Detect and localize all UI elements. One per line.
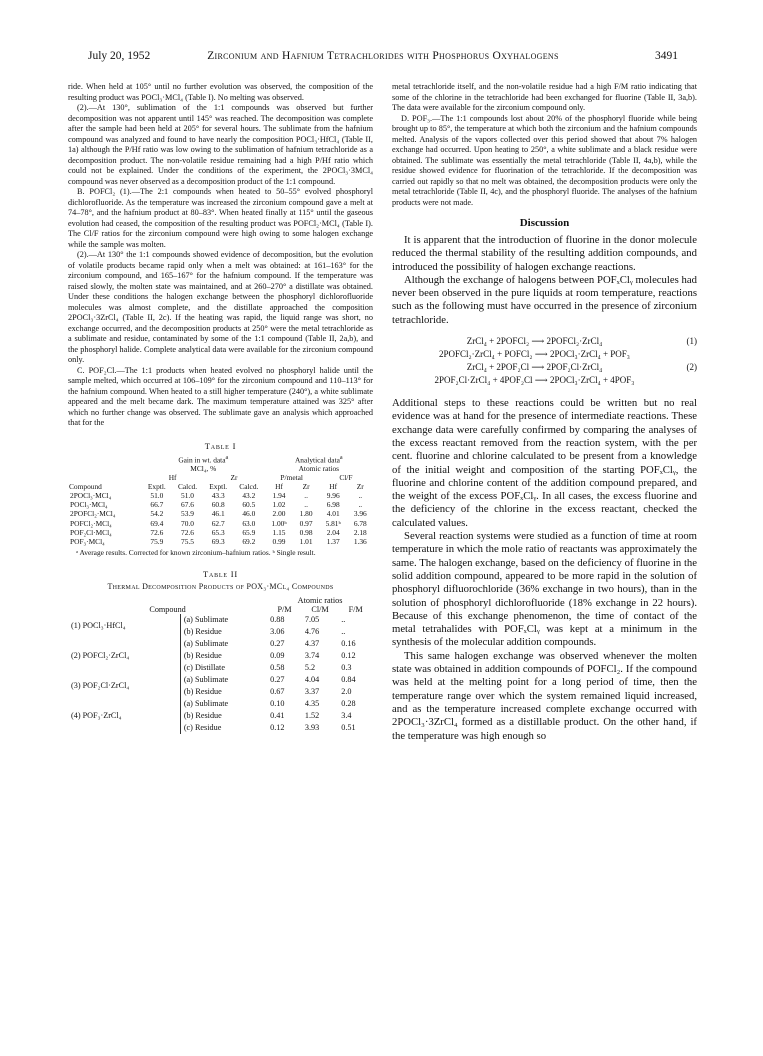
paragraph: B. POFCl₂ (1).—The 2:1 compounds when heated to 50–55° evolved phosphoryl dichlorofluoride. As the temperature was increased the zirconium compound gave a melt at 74–78°, and the hafnium product at 80–83°. When heated finally at 115° until the gaseous evolution had ceased, the composition of the resulting product was POFCl₂·MCl₄ (Table I). The Cl/F ratios for the zirconium compound were high owing to some halogen exchange while the sample was molten. xyxy=(68,187,373,249)
table2-value-cell: 5.2 xyxy=(304,663,316,673)
discussion-text xyxy=(392,234,697,327)
table1-value-cell: 6.98 xyxy=(326,500,340,510)
table2-value-cell: 0.12 xyxy=(341,651,356,661)
table1-value-cell: .. xyxy=(358,500,363,510)
table1-value-cell: 9.96 xyxy=(326,490,340,500)
table1-value-cell: 65.3 xyxy=(211,527,225,537)
table1-value-cell: 2.18 xyxy=(353,527,367,537)
table1-value-cell: 1.02 xyxy=(272,500,286,510)
table1-compound-cell: 2POFCl₂·MCl₄ xyxy=(70,509,116,519)
table1-value-cell: 1.00ᵇ xyxy=(271,518,287,528)
table2-value-cell: 0.67 xyxy=(270,687,285,697)
table2-title: Table II xyxy=(202,569,239,580)
table1-value-cell: 67.6 xyxy=(181,500,194,510)
table1-value-cell: 1.94 xyxy=(272,490,286,500)
equations xyxy=(392,335,697,387)
header-date: July 20, 1952 xyxy=(88,50,151,62)
table1-value-cell: 1.37 xyxy=(326,536,340,546)
table1-value-cell: 0.97 xyxy=(299,518,313,528)
table1-subheader: Exptl. xyxy=(147,481,166,491)
table2-caption: Thermal Decomposition Products of POX₃·MCl₄ Compounds xyxy=(107,582,334,592)
table1-value-cell: 60.8 xyxy=(211,500,225,510)
left-text xyxy=(68,82,373,429)
table1-gain-header: Gain in wt. data$^a$ MCl₄, % xyxy=(178,454,229,473)
table1-compound-cell: POCl₃·MCl₄ xyxy=(70,500,108,510)
table1-value-cell: 65.9 xyxy=(242,527,256,537)
table2-product-label: (b) Residue xyxy=(183,627,222,637)
paragraph: C. POF₂Cl.—The 1:1 products when heated evolved no phosphoryl halide until the sample melted, which occurred at 106–109° for the zirconium compound and 110–113° for the hafnium compound. When heated to a still higher temperature (240°), a white sublimate appeared and the melt became dark. The maximum temperature attained was 325° after which no further change was observed. The sublimate gave an analysis which approached that for the xyxy=(68,365,373,427)
paragraph: (2).—At 130° the 1:1 compounds showed evidence of decomposition, but the evolution of volatile products became rapid only when a melt was obtained: at 161–163° for the zirconium compound, and 165–167° for the hafnium compound. If the temperature was raised slowly, the molten state was maintained, and at 260–270° a distillate was obtained. Under these conditions the halogen exchange between the phosphoryl dichlorofluoride molecules was almost complete, and the distillate approached the composition 2POCl₃·3ZrCl₄ (Table II, 2c). If the heating was rapid, the liquid range was short, no exchange occurred, and the decomposition products at 250° were the metal tetrachloride as a sublimate and residue, contaminated by some of the 1:1 compound (Table II, 2a,b), and the phosphoryl halide. Complete analytical data were available for the zirconium compound only. xyxy=(68,250,373,364)
table2-subheader: Cl/M xyxy=(311,605,329,615)
table2-product-label: (b) Residue xyxy=(183,687,222,697)
table1-subheader: Hf xyxy=(275,481,283,491)
header-title: Zirconium and Hafnium Tetrachlorides with Phosphorus Oxyhalogens xyxy=(207,50,559,62)
table1-value-cell: 63.0 xyxy=(242,518,256,528)
paragraph: It is apparent that the introduction of fluorine in the donor molecule reduced the thermal stability of the resulting addition compounds, and introduced the possibility of halogen exchange reactions. xyxy=(392,234,697,273)
table1-value-cell: 75.9 xyxy=(150,536,164,546)
table1-value-cell: 4.01 xyxy=(326,509,340,519)
left-column xyxy=(68,82,373,734)
table2-value-cell: 0.27 xyxy=(270,639,285,649)
table2-compound-cell: (4) POF₃·ZrCl₄ xyxy=(68,698,180,734)
table1-value-cell: .. xyxy=(304,490,308,500)
table2-value-cell: 4.35 xyxy=(304,699,320,709)
table2-subheader: F/M xyxy=(348,605,363,615)
table1-compound-cell: 2POCl₃·MCl₄ xyxy=(70,490,112,500)
table1-value-cell: .. xyxy=(304,500,308,510)
table1-value-cell: 51.0 xyxy=(181,490,194,500)
table2-value-cell: 7.05 xyxy=(304,615,320,625)
table-row xyxy=(68,491,373,500)
table2-value-cell: 2.0 xyxy=(341,687,352,697)
table2-product-label: (a) Sublimate xyxy=(183,615,229,625)
paragraph: Additional steps to these reactions could be written but no real evidence was at hand for the presence of intermediate reactions. These exchange data were carefully confirmed by comparing the analyses of the excess reactant removed from the reaction system, with the per cent. fluorine and chlorine calculated to be present from a knowledge of the initial weight and composition of the starting POFₓClᵧ, the fluorine and chlorine content of the addition compound prepared, and the weight of the excess POFₓClᵧ. In all cases, the excess fluorine and the deficiency of the chlorine in the excess reactant, checked the calculated values. xyxy=(392,397,697,529)
discussion-continued xyxy=(392,397,697,743)
equation: ZrCl₄ + 2POFCl₂ ⟶ 2POFCl₂·ZrCl₄ (1) xyxy=(466,336,697,347)
table2-value-cell: 3.93 xyxy=(304,723,320,733)
table1-value-cell: 2.00 xyxy=(272,509,286,519)
paragraph: Although the exchange of halogens between POFₓClᵧ molecules had never been observed in the pure liquids at room temperature, reactions such as the following must have occurred in the presence of zirconium tetrachloride. xyxy=(392,273,697,326)
table-row xyxy=(68,537,373,546)
table1-value-cell: 54.2 xyxy=(150,509,164,519)
table2-value-cell: 0.41 xyxy=(270,711,285,721)
table2-value-cell: 3.06 xyxy=(270,627,285,637)
table1-value-cell: 1.80 xyxy=(299,509,313,519)
right-column xyxy=(392,82,697,743)
table1-compound-header: Compound xyxy=(69,481,102,491)
table2-value-cell: 0.88 xyxy=(270,615,285,625)
table2-value-cell: 0.12 xyxy=(270,723,285,733)
table1-value-cell: 69.3 xyxy=(211,536,225,546)
table2-value-cell: 0.28 xyxy=(341,699,356,709)
table1-compound-cell: POF₂Cl·MCl₄ xyxy=(70,527,112,537)
table1-value-cell: 53.9 xyxy=(181,509,194,519)
table2-value-cell: 0.10 xyxy=(270,699,285,709)
table2-product-label: (b) Residue xyxy=(183,711,222,721)
table1-subheader: Exptl. xyxy=(209,481,228,491)
table2-value-cell: 0.27 xyxy=(270,675,285,685)
table-row xyxy=(68,638,373,650)
paragraph: Several reaction systems were studied as a function of time at room temperature in which the mole ratio of reactants was approximately the same. The halogen exchange, based on the deficiency of fluorine in the solid addition compound, appeared to be more rapid in the solution of phosphoryl difluorochloride (36% exchange in two hours), than in the solution of phosphoryl dichlorofluoride (18% exchange in 22 hours). Because of this exchange phenomenon, the time of contact of the metal tetrahalides with POFₓClᵧ was kept at a minimum in the synthesis of the molecular addition compounds. xyxy=(392,530,697,649)
paragraph: metal tetrachloride itself, and the non-volatile residue had a high F/M ratio indicating that some of the chlorine in the tetrachloride had been exchanged for fluorine (Table II, 3a,b). The data were available for the zirconium compound only. xyxy=(392,82,697,112)
table1-value-cell: 6.78 xyxy=(353,518,367,528)
table2-subheader: P/M xyxy=(277,605,292,615)
paragraph: This same halogen exchange was observed whenever the molten state was obtained in addition compounds of POFCl₂. If the compound was held at the melting point for a long period of time, then the temperature range over which the system remained liquid increased, and as the temperature increased complete exchange occurred with 2POCl₃·3ZrCl₄ formed as a distillable product. On the other hand, if the temperature was high enough so xyxy=(392,649,697,742)
table1: Gain in wt. data$^a$ MCl₄, % Analytical data$^a$ Atomic ratios Hf Zr P/metal Cl/F Compound Exptl. Calcd. Exptl. Calcd. Hf Zr Hf Zr 2POCl₃·MCl₄ 51.0 51.0 43.3 43.2 1.94 .. 9.96 .. POCl₃·MCl₄ 66.7 67.6 60.8 60.5 1.02 .. 6.98 .. 2POFCl₂·MCl₄ 54.2 53.9 46.1 46.0 2.00 1.80 4.01 3.96 POFCl₂·MCl₄ 69.4 70.0 62.7 63.0 1.00ᵇ 0.97 5.81ᵇ 6.78 POF₂Cl·MCl₄ 72.6 72.6 65.3 65.9 1.15 0.98 2.04 2.18 POF₃·MCl₄ 75.9 75.5 69.3 69.2 0.99 1.01 1.37 1.36 xyxy=(68,454,373,547)
table2-value-cell: 0.16 xyxy=(341,639,356,649)
table2-compound-cell: (3) POF₂Cl·ZrCl₄ xyxy=(68,674,180,698)
table2-ratios-header: Atomic ratios xyxy=(297,596,343,606)
table2-value-cell: 3.37 xyxy=(304,687,320,697)
table1-footnote: ᵃ Average results. Corrected for known zirconium–hafnium ratios. ᵇ Single result. xyxy=(76,548,316,558)
table1-value-cell: 1.36 xyxy=(353,536,367,546)
table1-value-cell: 1.15 xyxy=(272,527,286,537)
paragraph: (2).—At 130°, sublimation of the 1:1 compounds was observed but further decomposition was not apparent until 145° was reached. The decomposition was complete after the sample had been held at 205° for several hours. The sublimate from the hafnium compound was analyzed and found to have nearly the composition POCl₃·HfCl₄ (Table II, 1a) although the P/Hf ratio was low owing to the sublimation of hafnium tetrachloride as a decomposition product. The non-volatile residue remaining had a high P/Hf ratio which could not be explained. Under the conditions of the experiment, the 2POCl₃·3MCl₄ compound was never observed as a decomposition product of the 1:1 compound. xyxy=(68,103,373,186)
table1-value-cell: 75.5 xyxy=(181,536,194,546)
table1-value-cell: 43.3 xyxy=(211,490,225,500)
table2-value-cell: 3.4 xyxy=(341,711,352,721)
table1-value-cell: 46.0 xyxy=(242,509,256,519)
equation: 2POF₂Cl·ZrCl₄ + 4POF₂Cl ⟶ 2POCl₃·ZrCl₄ + 4POF₃ xyxy=(434,375,635,386)
table-row xyxy=(68,509,373,518)
table1-subheader: Zr xyxy=(356,481,364,491)
table1-value-cell: 1.01 xyxy=(299,536,313,546)
table2-compound-cell: (1) POCl₃·HfCl₄ xyxy=(68,614,180,638)
table2-product-label: (a) Sublimate xyxy=(183,675,229,685)
table-row xyxy=(68,500,373,509)
table-row xyxy=(68,528,373,537)
equation: ZrCl₄ + 2POF₂Cl ⟶ 2POF₂Cl·ZrCl₄ (2) xyxy=(466,362,697,373)
table1-value-cell: 72.6 xyxy=(150,527,164,537)
section-heading-discussion: Discussion xyxy=(519,217,570,229)
table1-value-cell: 0.98 xyxy=(299,527,313,537)
table1-value-cell: 3.96 xyxy=(353,509,367,519)
table1-value-cell: 69.4 xyxy=(150,518,164,528)
table1-subheader: Zr xyxy=(302,481,310,491)
table2-value-cell: 0.09 xyxy=(270,651,285,661)
table1-value-cell: 72.6 xyxy=(181,527,194,537)
table2-value-cell: 4.04 xyxy=(304,675,320,685)
table1-value-cell: .. xyxy=(358,490,363,500)
table2-value-cell: 4.76 xyxy=(304,627,320,637)
table2-value-cell: .. xyxy=(341,615,346,625)
table1-compound-cell: POF₃·MCl₄ xyxy=(70,536,105,546)
table1-value-cell: 60.5 xyxy=(242,500,256,510)
table1-value-cell: 43.2 xyxy=(242,490,256,500)
running-header xyxy=(88,50,678,68)
table-row xyxy=(68,519,373,528)
table2 xyxy=(68,596,373,734)
table1-subheader: Calcd. xyxy=(239,481,259,491)
table2-product-label: (a) Sublimate xyxy=(183,699,229,709)
table-row xyxy=(68,614,373,626)
table2-value-cell: 4.37 xyxy=(304,639,320,649)
table2-value-cell: 0.51 xyxy=(341,723,356,733)
right-top-text xyxy=(392,82,697,208)
table2-compound-cell: (2) POFCl₂·ZrCl₄ xyxy=(68,638,180,674)
table1-subheader: Calcd. xyxy=(177,481,198,491)
table1-value-cell: 66.7 xyxy=(150,500,164,510)
table1-value-cell: 5.81ᵇ xyxy=(325,518,341,528)
table2-value-cell: .. xyxy=(341,627,346,637)
table2-value-cell: 3.74 xyxy=(304,651,320,661)
table2-compound-header: Compound xyxy=(149,605,186,615)
table2-product-label: (c) Distillate xyxy=(183,663,225,673)
paragraph: D. POF₃.—The 1:1 compounds lost about 20% of the phosphoryl fluoride while being brought up to 85°, the temperature at which both the zirconium and the hafnium compounds melted. Analysis of the vapors collected over this period showed that about 7% halogen exchange had occurred. Upon heating to 250°, a white sublimate and a black residue were obtained. The sublimate was essentially the metal tetrachloride (Table II, 4a,b), while the residue showed evidence for fluorination of the tetrachloride. If the decomposition was carried out rapidly so that no melt was obtained, the decomposition products were only the metal tetrachloride (Table II, 4c), and the phosphoryl fluoride. The analyses of the hafnium products were not made. xyxy=(392,113,697,207)
table1-value-cell: 2.04 xyxy=(326,527,340,537)
paragraph: ride. When held at 105° until no further evolution was observed, the composition of the resulting product was POCl₃·MCl₄ (Table I). No melting was observed. xyxy=(68,82,373,102)
page-number: 3491 xyxy=(655,50,678,62)
table1-value-cell: 51.0 xyxy=(150,490,164,500)
table1-value-cell: 69.2 xyxy=(242,536,256,546)
table2-product-label: (b) Residue xyxy=(183,651,222,661)
equation: 2POFCl₂·ZrCl₄ + POFCl₂ ⟶ 2POCl₃·ZrCl₄ + POF₃ xyxy=(439,349,630,360)
table1-value-cell: 46.1 xyxy=(211,509,225,519)
table2-value-cell: 1.52 xyxy=(304,711,320,721)
table1-title: Table I xyxy=(204,440,237,451)
table1-subheader: Hf xyxy=(329,481,338,491)
table-row xyxy=(68,674,373,686)
table1-value-cell: 0.99 xyxy=(272,536,286,546)
table1-compound-cell: POFCl₂·MCl₄ xyxy=(70,518,112,528)
table-row xyxy=(68,698,373,710)
table2-value-cell: 0.58 xyxy=(270,663,285,673)
table2-product-label: (a) Sublimate xyxy=(183,639,229,649)
table1-value-cell: 70.0 xyxy=(181,518,194,528)
table1-value-cell: 62.7 xyxy=(211,518,225,528)
table2-value-cell: 0.84 xyxy=(341,675,356,685)
table2-product-label: (c) Residue xyxy=(183,723,222,733)
table2-value-cell: 0.3 xyxy=(341,663,352,673)
table1-analytical-header: Analytical data$^a$ Atomic ratios xyxy=(294,454,343,473)
